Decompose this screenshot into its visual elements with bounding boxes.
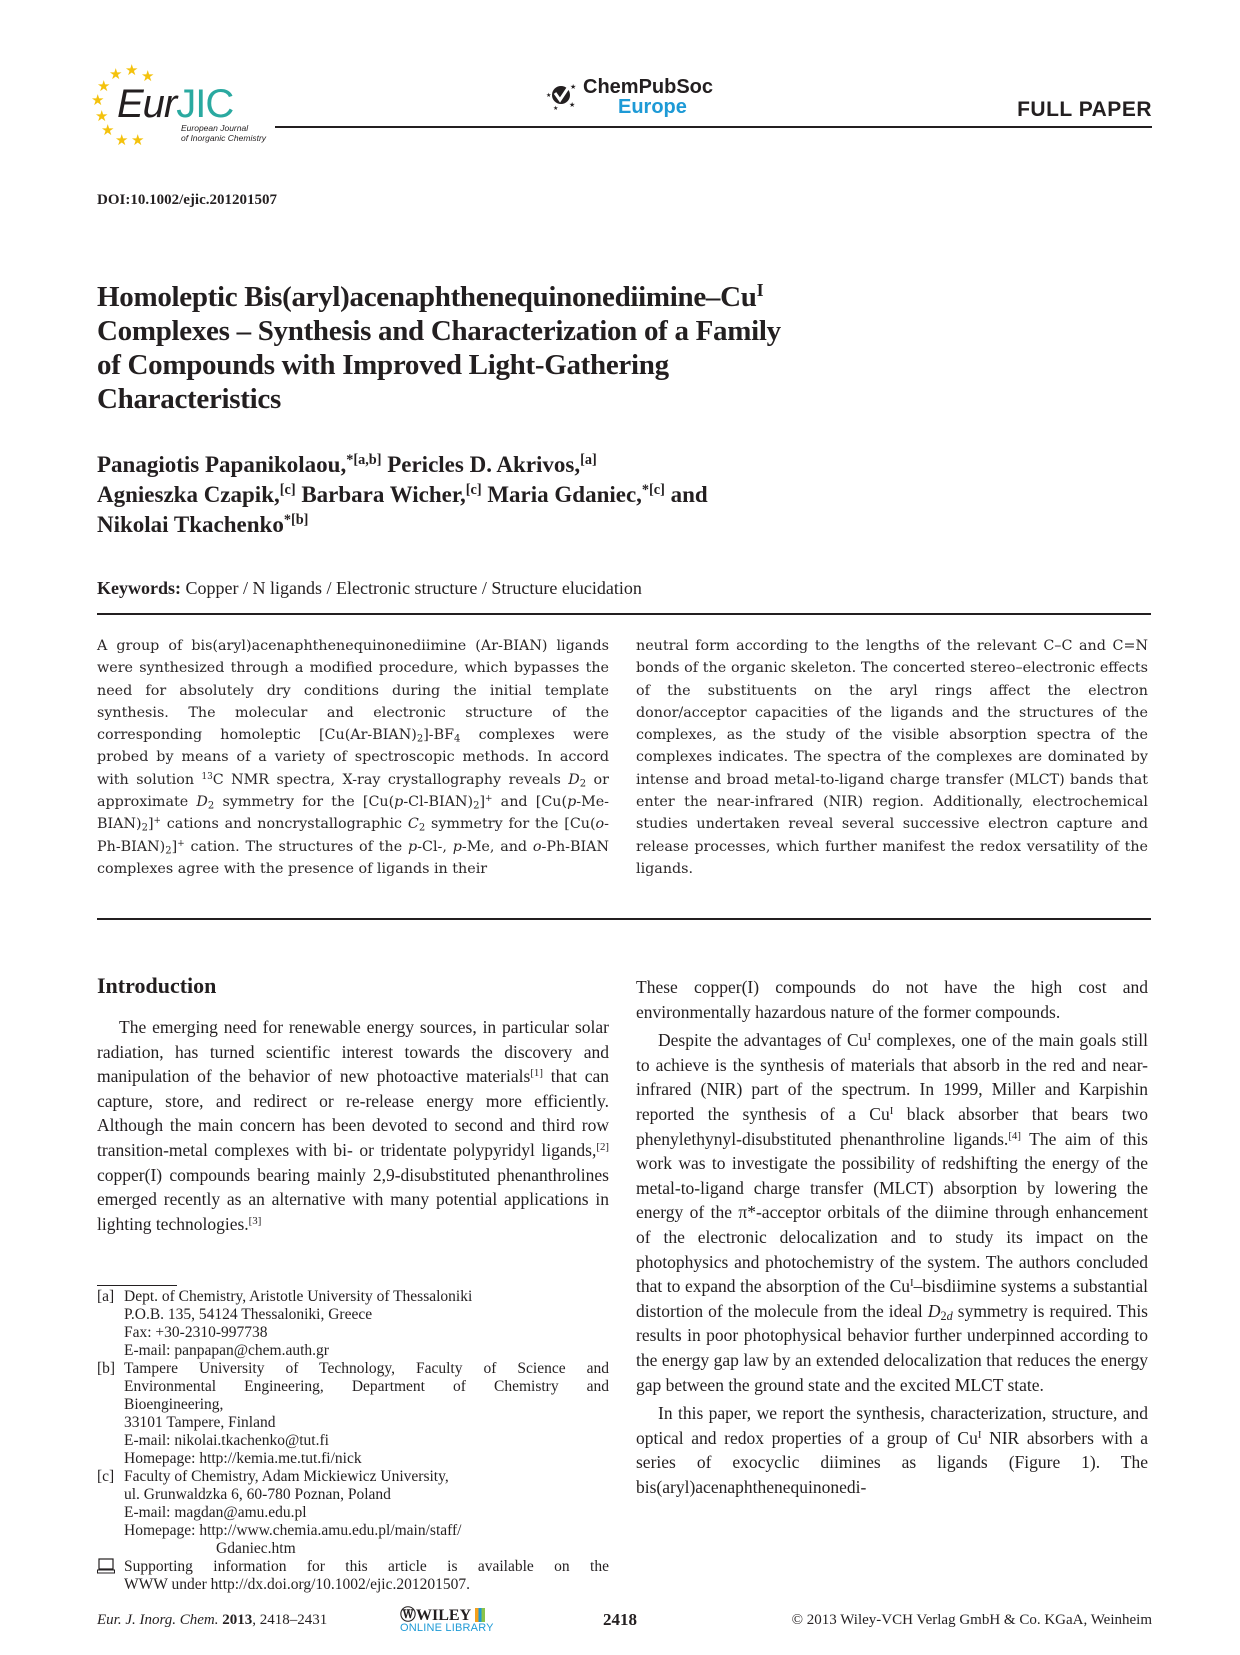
author-name: Nikolai Tkachenko <box>97 512 284 537</box>
doi: DOI:10.1002/ejic.201201507 <box>97 192 277 208</box>
article-type-label: FULL PAPER <box>1017 98 1152 121</box>
paragraph: These copper(I) compounds do not have the high cost and environmentally hazardous nature of the former compounds. <box>636 977 1148 1022</box>
email-link[interactable]: E-mail: nikolai.tkachenko@tut.fi <box>124 1432 329 1449</box>
author-name: Pericles D. Akrivos, <box>387 452 581 477</box>
page-number: 2418 <box>603 1610 637 1629</box>
keywords: Keywords: Copper / N ligands / Electronic structure / Structure elucidation <box>97 578 642 598</box>
author-name: Maria Gdaniec, <box>487 482 642 507</box>
paragraph: In this paper, we report the synthesis, characterization, structure, and optical and redox properties of a group of $Cu^I$ NIR absorbers with a series of exocyclic diimines as ligands (Figure 1). The bis(aryl)acenaphthenequinonedi- <box>636 1403 1148 1497</box>
affiliation-a: [a] Dept. of Chemistry, Aristotle University of Thessaloniki P.O.B. 135, 54124 Thessaloniki, Greece Fax: +30-2310-997738 E-mail: panpapan@chem.auth.gr <box>97 1288 609 1360</box>
homepage-link[interactable]: Homepage: http://kemia.me.tut.fi/nick <box>124 1450 362 1467</box>
chempubsoc-emblem-icon <box>545 79 577 111</box>
introduction-left-column <box>97 1015 609 1236</box>
svg-text:★: ★ <box>553 106 559 111</box>
abstract-top-rule <box>97 613 1151 615</box>
wiley-online-library-logo: ⓌWILEY ONLINE LIBRARY <box>400 1607 494 1634</box>
homepage-link[interactable]: Homepage: http://www.chemia.amu.edu.pl/main/staff/ <box>124 1522 462 1539</box>
journal-logo: ★ ★ ★ ★ ★ ★ ★ ★ ★ EurJIC European Journal of Inorganic Chemistry <box>91 63 267 149</box>
affiliation-c: [c] Faculty of Chemistry, Adam Mickiewicz University, ul. Grunwaldzka 6, 60-780 Poznan, Poland E-mail: magdan@amu.edu.pl Homepage: http://www.chemia.amu.edu.pl/main/staff/ Gdaniec.htm <box>97 1468 609 1558</box>
section-heading-introduction: Introduction <box>97 973 217 998</box>
books-icon <box>475 1608 485 1622</box>
society-logo-line1: ChemPubSoc <box>583 76 714 98</box>
affiliation-b: [b] Tampere University of Technology, Faculty of Science and Environmental Engineering, Department of Chemistry and Bioengineering, 33101 Tampere, Finland E-mail: nikolai.tkachenko@tut.fi Homepage: http://kemia.me.tut.fi/nick <box>97 1360 609 1467</box>
paragraph: Despite the advantages of $Cu^I$ complexes, one of the main goals still to achieve is the synthesis of materials that absorb in the red and near-infrared (NIR) part of the spectrum. In 1999, Miller and Karpishin reported the synthesis of a $Cu^I$ black absorber that bears two phenylethynyl-disubstituted phenanthroline ligands.[4] The aim of this work was to investigate the possibility of redshifting the energy of the metal-to-ligand charge transfer (MLCT) absorption by lowering the energy of the π*-acceptor orbitals of the diimine through enhancement of the electronic delocalization and to study its impact on the photophysics and photochemistry of the system. The authors concluded that to expand the absorption of the $Cu^I$–bisdiimine systems a substantial distortion of the molecule from the ideal $D_{2d}$ symmetry is required. This results in poor photophysical behavior further underpinned according to the energy gap law by an extended delocalization that reduces the energy gap between the ground state and the excited MLCT state. <box>636 1030 1149 1395</box>
email-link[interactable]: E-mail: magdan@amu.edu.pl <box>124 1504 307 1521</box>
author-name: Agnieszka Czapik, <box>97 482 280 507</box>
abstract-right-column: neutral form according to the lengths of the relevant C–C and C=N bonds of the organic skeleton. The concerted stereo–electronic effects of the substituents on the aryl rings affect the electron donor/acceptor capacities of the ligands and the structures of the complexes, as the study of the visible absorption spectra of the complexes indicates. The spectra of the complexes are dominated by intense and broad metal-to-ligand charge transfer (MLCT) bands that enter the near-infrared (NIR) region. Additionally, electrochemical studies undertaken reveal several successive electron capture and release processes, which further manifest the redox versatility of the ligands. <box>636 638 1148 877</box>
journal-citation: Eur. J. Inorg. Chem. 2013, 2418–2431 <box>97 1612 328 1628</box>
author-name: Panagiotis Papanikolaou, <box>97 452 347 477</box>
supporting-info-link[interactable]: WWW under http://dx.doi.org/10.1002/ejic.201201507. <box>124 1576 470 1593</box>
author-list: Panagiotis Papanikolaou,$^{*[a,b]}$ Pericles D. Akrivos,[a] Agnieszka Czapik,[c] Barbara Wicher,[c] Maria Gdaniec,$^{*[c]}$ and Nikolai Tkachenko$^{*[b]}$ <box>97 452 708 537</box>
svg-text:★: ★ <box>569 101 576 109</box>
wiley-emblem-icon: Ⓦ <box>400 1607 417 1624</box>
computer-icon <box>97 1558 124 1594</box>
author-name: Barbara Wicher, <box>301 482 466 507</box>
header-divider <box>275 126 1152 128</box>
copyright: © 2013 Wiley-VCH Verlag GmbH & Co. KGaA, Weinheim <box>791 1612 1152 1628</box>
paragraph: The emerging need for renewable energy sources, in particular solar radiation, has turned scientific interest towards the discovery and manipulation of the behavior of new photoactive materials[1] that can capture, store, and redirect or re-release energy more efficiently. Although the main concern has been devoted to second and third row transition-metal complexes with bi- or tridentate polypyridyl ligands,[2] copper(I) compounds bearing mainly 2,9-disubstituted phenanthrolines emerged recently as an alternative with many potential applications in lighting technologies.[3] <box>97 1017 609 1234</box>
introduction-right-column <box>636 975 1148 1499</box>
journal-logo-wordmark: EurJIC <box>117 82 234 126</box>
abstract-bottom-rule <box>97 918 1151 920</box>
email-link[interactable]: E-mail: panpapan@chem.auth.gr <box>124 1342 329 1359</box>
abstract-left-column: A group of bis(aryl)acenaphthenequinonediimine (Ar-BIAN) ligands were synthesized through a modified procedure, which bypasses the need for absolutely dry conditions during the initial template synthesis. The molecular and electronic structure of the corresponding homoleptic $[Cu(Ar-BIAN)_2]-BF_4$ complexes were probed by means of a variety of spectroscopic methods. In accord with solution $^{13}$C NMR spectra, X-ray crystallography reveals $D_2$ or approximate $D_2$ symmetry for the $[Cu(p-Cl-BIAN)_2]^+$ and $[Cu(p-Me-BIAN)_2]^+$ cations and noncrystallographic $C_2$ symmetry for the $[Cu(o-Ph-BIAN)_2]^+$ cation. The structures of the p-Cl-, p-Me, and o-Ph-BIAN complexes agree with the presence of ligands in their <box>97 638 609 877</box>
svg-text:★: ★ <box>570 83 577 91</box>
affiliations <box>97 1288 609 1594</box>
supporting-information-note: Supporting information for this article is available on the WWW under http://dx.doi.org/10.1002/ejic.201201507. <box>97 1558 609 1594</box>
journal-logo-subtitle: European Journal of Inorganic Chemistry <box>181 123 267 143</box>
society-logo-line2: Europe <box>618 96 687 118</box>
svg-text:★: ★ <box>546 93 552 99</box>
paper-title: Homoleptic $Bis(aryl)acenaphthenequinonediimine-Cu^I$ Complexes – Synthesis and Characterization of a Family of Compounds with Improved Light-Gathering Characteristics <box>97 280 781 415</box>
footnote-divider <box>97 1285 177 1286</box>
